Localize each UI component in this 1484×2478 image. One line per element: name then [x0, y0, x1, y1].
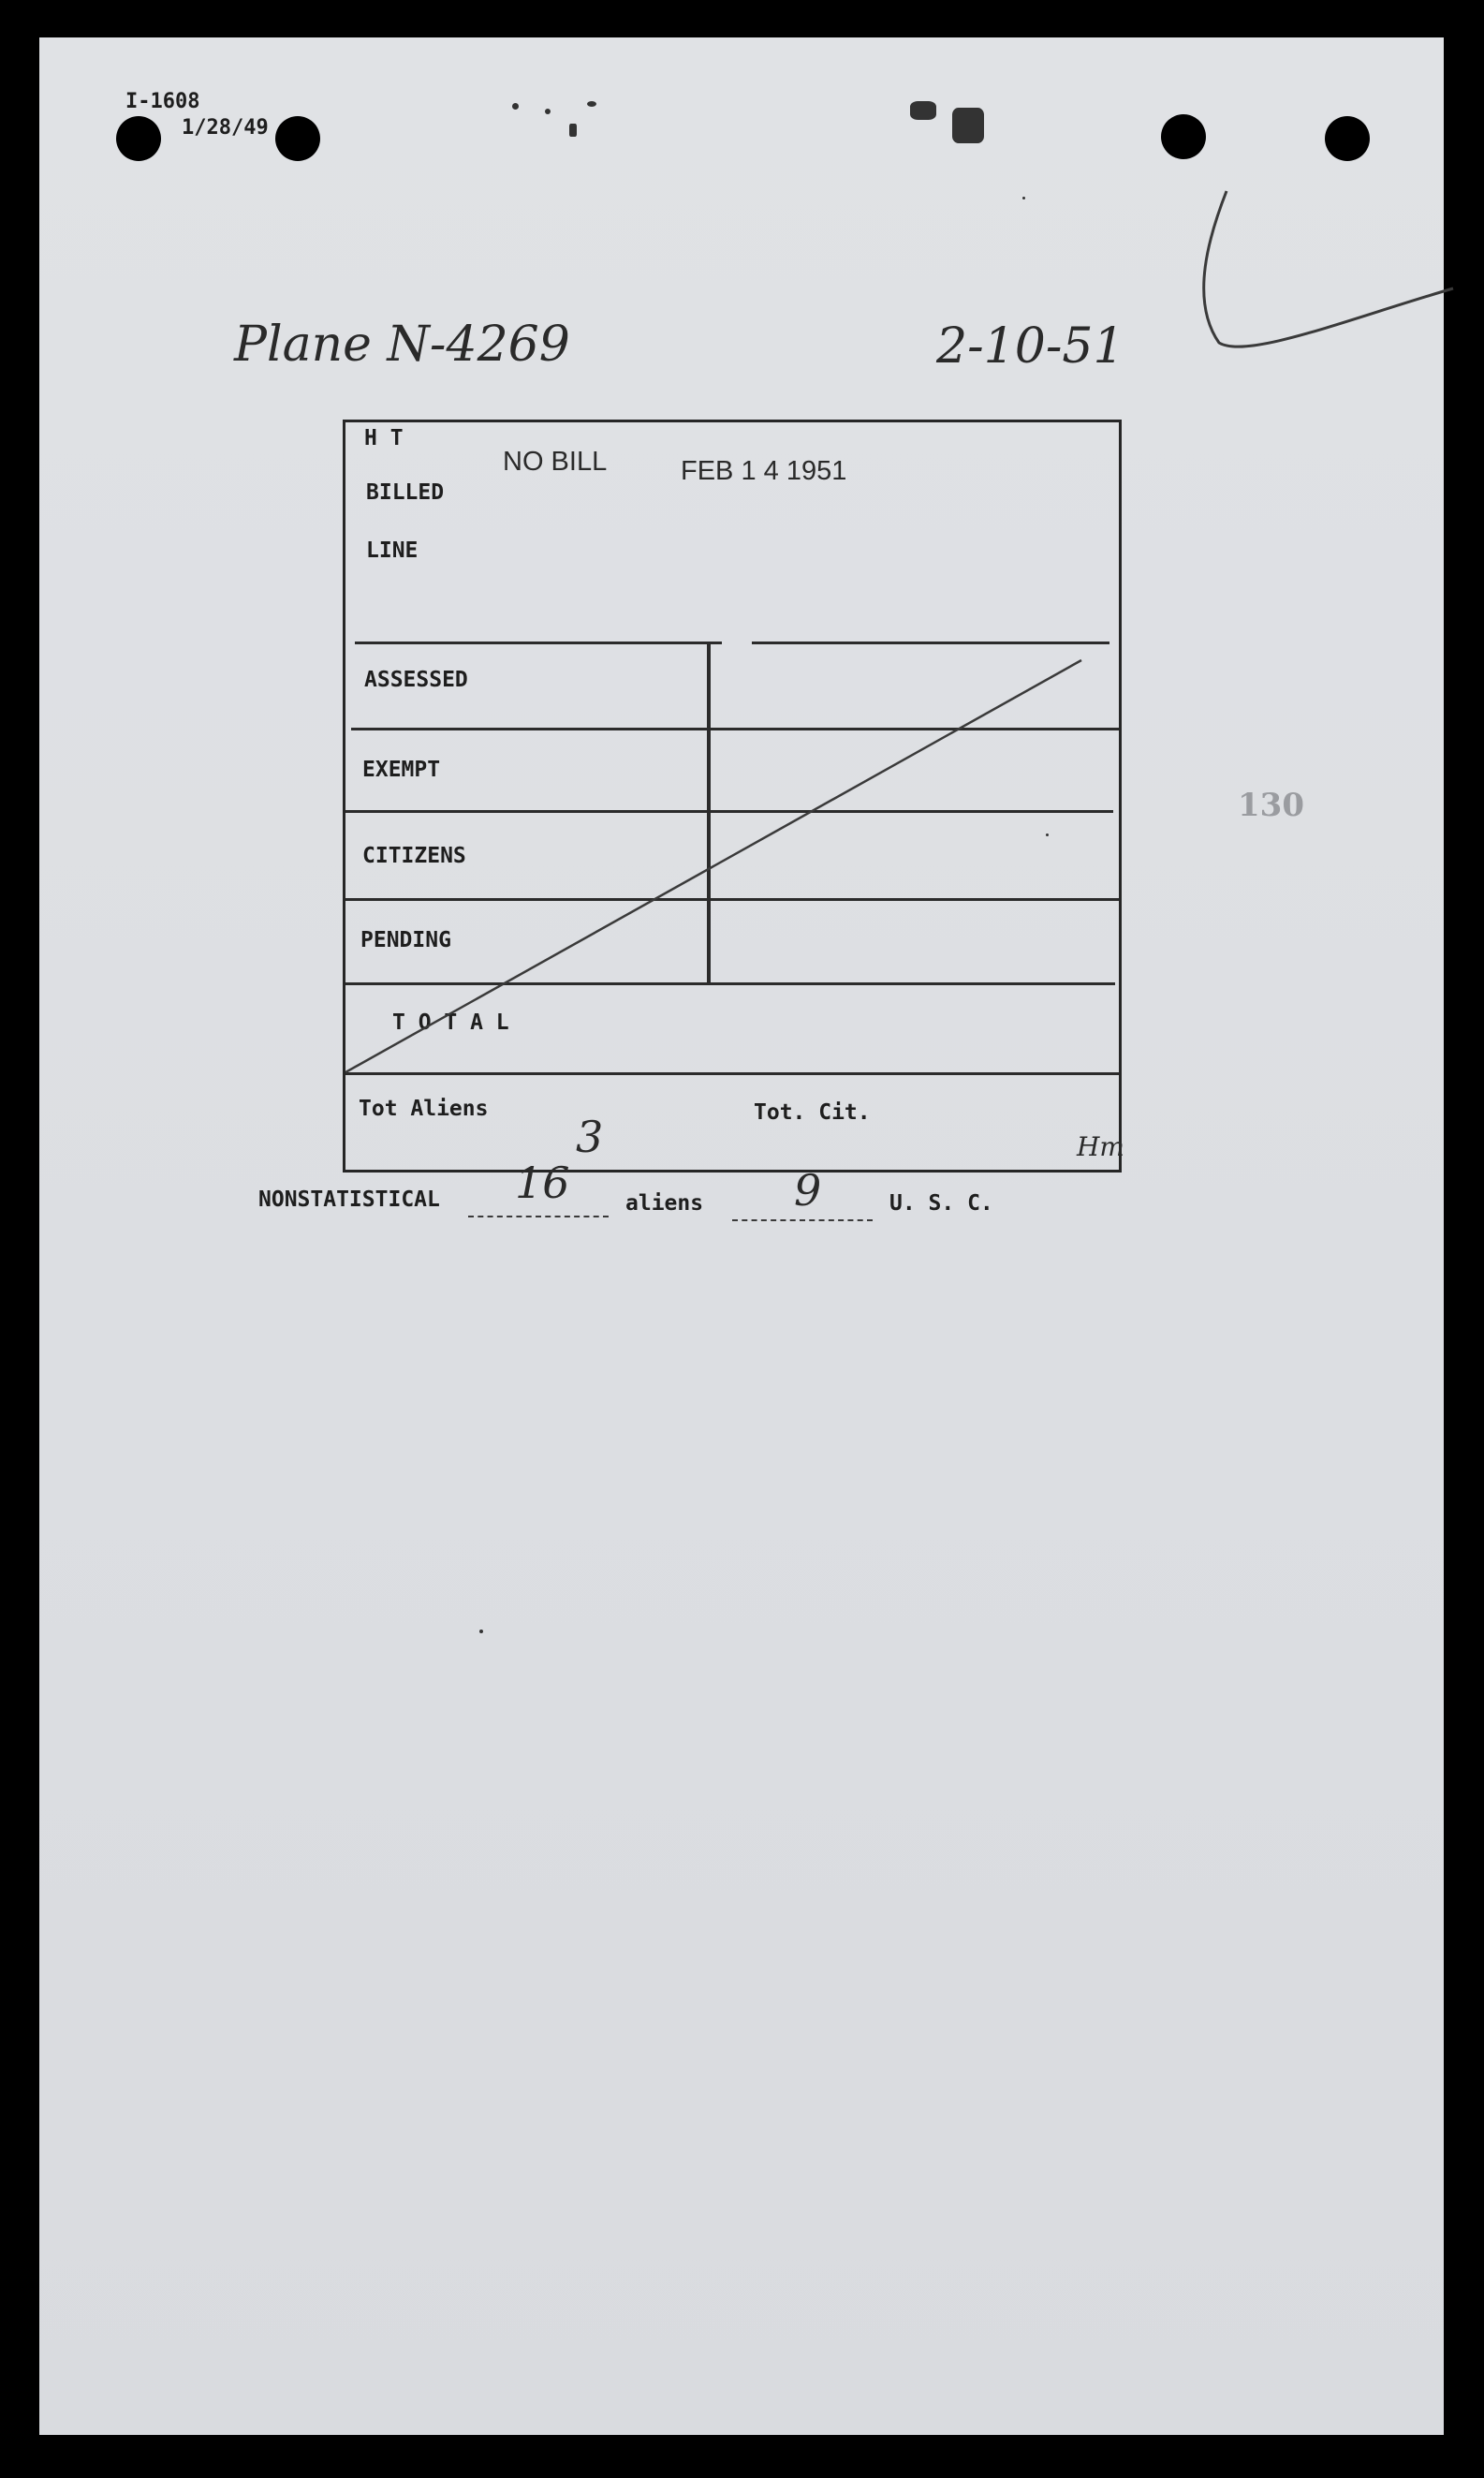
nonstat-usc-value: 9: [794, 1165, 822, 1216]
void-diagonal-line: [345, 422, 1119, 1078]
tot-cit-label: Tot. Cit.: [754, 1100, 871, 1125]
date-stamp: FEB 1 4 1951: [681, 456, 847, 486]
document-page: [39, 37, 1444, 2435]
citizens-label: CITIZENS: [362, 844, 466, 868]
no-bill-stamp: NO BILL: [503, 447, 608, 477]
nonstat-aliens-blank: [468, 1216, 609, 1217]
exempt-label: EXEMPT: [362, 758, 441, 782]
aliens-label: aliens: [625, 1191, 704, 1216]
usc-label: U. S. C.: [889, 1191, 993, 1216]
manifest-form-box: [343, 420, 1122, 1173]
nonstat-aliens-value: 16: [515, 1158, 570, 1208]
paper-speck: [545, 109, 551, 114]
tot-aliens-value: 3: [576, 1112, 604, 1162]
paper-speck: [512, 103, 519, 110]
paper-speck: [1046, 833, 1049, 836]
punch-hole: [1161, 114, 1206, 159]
form-date: 1/28/49: [182, 116, 269, 140]
paper-speck: [1022, 197, 1025, 199]
paper-speck: [587, 101, 596, 107]
punch-hole: [116, 116, 161, 161]
paper-speck: [479, 1630, 483, 1633]
nonstatistical-label: NONSTATISTICAL: [258, 1187, 440, 1212]
paper-speck: [952, 108, 984, 143]
paper-speck: [569, 124, 577, 137]
margin-number: 130: [1238, 787, 1304, 824]
handwritten-plane-number: Plane N-4269: [234, 317, 570, 373]
total-label: T O T A L: [392, 1010, 509, 1035]
handwritten-initials: Hm: [1077, 1131, 1124, 1162]
pending-label: PENDING: [360, 928, 451, 952]
ht-label: H T: [364, 426, 404, 450]
handwritten-date: 2-10-51: [936, 318, 1124, 375]
punch-hole: [1325, 116, 1370, 161]
line-label: LINE: [366, 538, 419, 563]
billed-label: BILLED: [366, 480, 445, 505]
paper-speck: [910, 101, 936, 120]
tot-aliens-label: Tot Aliens: [359, 1097, 489, 1121]
assessed-label: ASSESSED: [364, 668, 468, 692]
punch-hole: [275, 116, 320, 161]
nonstat-usc-blank: [732, 1219, 873, 1221]
handwritten-check-stroke: [1182, 159, 1462, 384]
form-number: I-1608: [125, 90, 200, 113]
